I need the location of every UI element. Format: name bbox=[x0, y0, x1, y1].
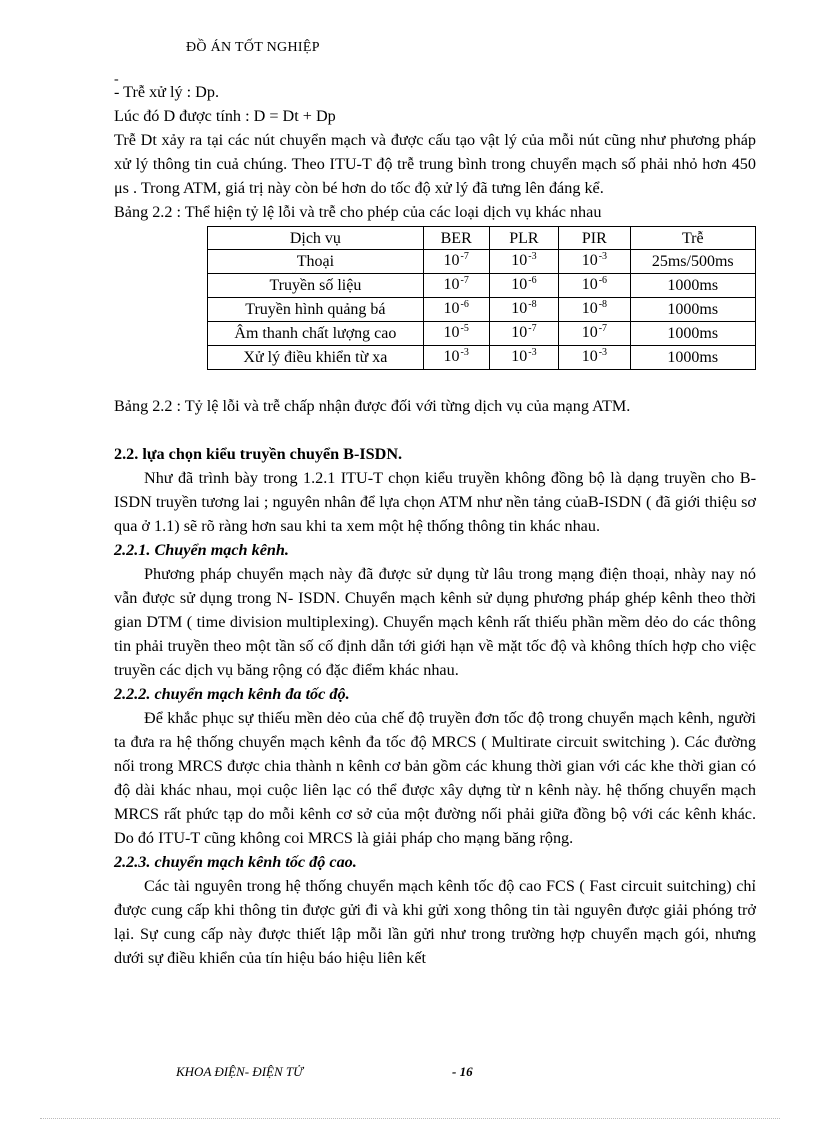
section-2-2-1-heading: 2.2.1. Chuyển mạch kênh. bbox=[114, 541, 289, 559]
exponent: -7 bbox=[460, 251, 469, 262]
section-2-2-heading: 2.2. lựa chọn kiểu truyền chuyển B-ISDN. bbox=[114, 445, 403, 463]
footer-department: KHOA ĐIỆN- ĐIỆN TỬ bbox=[176, 1064, 303, 1079]
plr-cell bbox=[489, 298, 559, 322]
base: 10 bbox=[443, 276, 460, 293]
delay-processing-line: - Trễ xử lý : Dp. bbox=[114, 83, 220, 101]
table-row bbox=[208, 298, 756, 322]
spacer bbox=[114, 418, 756, 442]
section-2-2-2-paragraph: Để khắc phục sự thiếu mền dẻo của chế độ truyền đơn tốc độ trong chuyển mạch kênh, người ta đưa ra hệ thống chuyển mạch kênh đa tốc độ MRCS ( Multirate circuit switching ). Các đường nối trong MRCS được chia thành n kênh cơ bản gồm các khung thời gian với các khe thời gian có độ dài khác nhau, mọi cuộc liên lạc có thể được xây dựng từ n kênh này. hệ thống chuyển mạch MRCS rất phức tạp do mỗi kênh cơ sở của một đường nối phải giữa đồng bộ với các kênh khác. Do đó ITU-T cũng không coi MRCS là giải pháp cho mạng băng rộng. bbox=[114, 709, 756, 847]
header-cell: PLR bbox=[489, 227, 559, 250]
table-row bbox=[208, 346, 756, 370]
plr-cell bbox=[489, 346, 559, 370]
exponent: -3 bbox=[528, 251, 537, 262]
exponent: -6 bbox=[528, 275, 537, 286]
plr-cell bbox=[489, 274, 559, 298]
spacer bbox=[114, 370, 756, 394]
section-2-2-2-heading: 2.2.2. chuyển mạch kênh đa tốc độ. bbox=[114, 685, 350, 703]
ber-cell bbox=[423, 250, 489, 274]
base: 10 bbox=[581, 348, 598, 365]
base: 10 bbox=[581, 324, 598, 341]
section-2-2-1-paragraph: Phương pháp chuyển mạch này đã được sử dụng từ lâu trong mạng điện thoại, nhày nay nó vẫn được sử dụng trong N- ISDN. Chuyển mạch kênh sử dụng phương pháp ghép kênh theo thời gian DTM ( time division multiplexing). Chuyển mạch kênh rất thiếu phần mềm dẻo do các thông tin phải truyền theo một tần số cố định dẫn tới giới hạn về mặt tốc độ và không thích hợp cho việc truyền các dịch vụ băng rộng có đặc điểm khác nhau. bbox=[114, 565, 756, 679]
exponent: -7 bbox=[598, 323, 608, 334]
section-2-2-3-paragraph: Các tài nguyên trong hệ thống chuyển mạch kênh tốc độ cao FCS ( Fast circuit suitching) chỉ được cung cấp khi thông tin được gửi đi và khi gửi xong thông tin tài nguyên được giải phóng trở lại. Sự cung cấp này được thiết lập mỗi lần gửi như trong trường hợp chuyển mạch gói, nhưng dưới sự điều khiển của tín hiệu báo hiệu liên kết bbox=[114, 877, 756, 967]
exponent: -8 bbox=[528, 299, 537, 310]
section-2-2-3-heading: 2.2.3. chuyển mạch kênh tốc độ cao. bbox=[114, 853, 357, 871]
ber-cell bbox=[423, 298, 489, 322]
service-cell: Âm thanh chất lượng cao bbox=[208, 322, 424, 346]
exponent: -3 bbox=[528, 347, 537, 358]
base: 10 bbox=[443, 324, 460, 341]
header-cell: BER bbox=[423, 227, 489, 250]
dt-paragraph: Trễ Dt xảy ra tại các nút chuyển mạch và được cấu tạo vật lý của mỗi nút cũng như phương pháp xử lý thông tin cuả chúng. Theo ITU-T độ trễ trung bình trong chuyển mạch số phải nhỏ hơn 450 μs . Trong ATM, giá trị này còn bé hơn do tốc độ xử lý đã tưng lên đáng kể. bbox=[114, 131, 756, 197]
exponent: -6 bbox=[598, 275, 608, 286]
table-row bbox=[208, 274, 756, 298]
table-header-row bbox=[208, 227, 756, 250]
table-row bbox=[208, 322, 756, 346]
table-row bbox=[208, 250, 756, 274]
table-caption-top: Bảng 2.2 : Thể hiện tỷ lệ lỗi và trễ cho phép của các loại dịch vụ khác nhau bbox=[114, 203, 602, 221]
footer-divider bbox=[40, 1118, 780, 1119]
header-cell: Trễ bbox=[630, 227, 755, 250]
pir-cell bbox=[559, 322, 630, 346]
service-cell: Truyền hình quảng bá bbox=[208, 298, 424, 322]
base: 10 bbox=[581, 252, 598, 269]
delay-formula: Lúc đó D được tính : D = Dt + Dp bbox=[114, 107, 336, 125]
body-text bbox=[114, 80, 756, 970]
pir-cell bbox=[559, 250, 630, 274]
ber-cell bbox=[423, 322, 489, 346]
page-number: - 16 bbox=[452, 1064, 473, 1079]
base: 10 bbox=[511, 348, 528, 365]
plr-cell bbox=[489, 250, 559, 274]
pir-cell bbox=[559, 298, 630, 322]
ber-cell bbox=[423, 274, 489, 298]
plr-cell bbox=[489, 322, 559, 346]
delay-cell: 1000ms bbox=[630, 274, 755, 298]
page-header: ĐỒ ÁN TỐT NGHIỆP bbox=[186, 40, 320, 55]
header-cell: Dịch vụ bbox=[208, 227, 424, 250]
service-cell: Xử lý điều khiển từ xa bbox=[208, 346, 424, 370]
base: 10 bbox=[581, 300, 598, 317]
service-cell: Truyền số liệu bbox=[208, 274, 424, 298]
base: 10 bbox=[511, 276, 528, 293]
pir-cell bbox=[559, 346, 630, 370]
delay-cell: 1000ms bbox=[630, 322, 755, 346]
base: 10 bbox=[581, 276, 598, 293]
base: 10 bbox=[443, 348, 460, 365]
bullet-mark: - bbox=[114, 72, 119, 87]
exponent: -5 bbox=[460, 323, 469, 334]
base: 10 bbox=[511, 300, 528, 317]
base: 10 bbox=[443, 252, 460, 269]
exponent: -7 bbox=[528, 323, 537, 334]
base: 10 bbox=[511, 324, 528, 341]
exponent: -7 bbox=[460, 275, 469, 286]
ber-cell bbox=[423, 346, 489, 370]
exponent: -8 bbox=[598, 299, 608, 310]
table-caption-bottom: Bảng 2.2 : Tỷ lệ lỗi và trễ chấp nhận được đối với từng dịch vụ của mạng ATM. bbox=[114, 397, 631, 415]
header-cell: PIR bbox=[559, 227, 630, 250]
exponent: -3 bbox=[598, 347, 608, 358]
delay-cell: 1000ms bbox=[630, 298, 755, 322]
exponent: -3 bbox=[598, 251, 608, 262]
delay-cell: 1000ms bbox=[630, 346, 755, 370]
base: 10 bbox=[443, 300, 460, 317]
exponent: -6 bbox=[460, 299, 469, 310]
section-2-2-paragraph: Như đã trình bày trong 1.2.1 ITU-T chọn kiểu truyền không đồng bộ là dạng truyền cho B-ISDN truyền tương lai ; nguyên nhân để lựa chọn ATM như nền tảng củaB-ISDN ( đã giới thiệu sơ qua ở 1.1) sẽ rõ ràng hơn sau khi ta xem một hệ thống thông tin khác nhau. bbox=[114, 469, 756, 535]
pir-cell bbox=[559, 274, 630, 298]
delay-cell: 25ms/500ms bbox=[630, 250, 755, 274]
service-error-table bbox=[207, 226, 756, 370]
service-cell: Thoại bbox=[208, 250, 424, 274]
exponent: -3 bbox=[460, 347, 469, 358]
base: 10 bbox=[511, 252, 528, 269]
